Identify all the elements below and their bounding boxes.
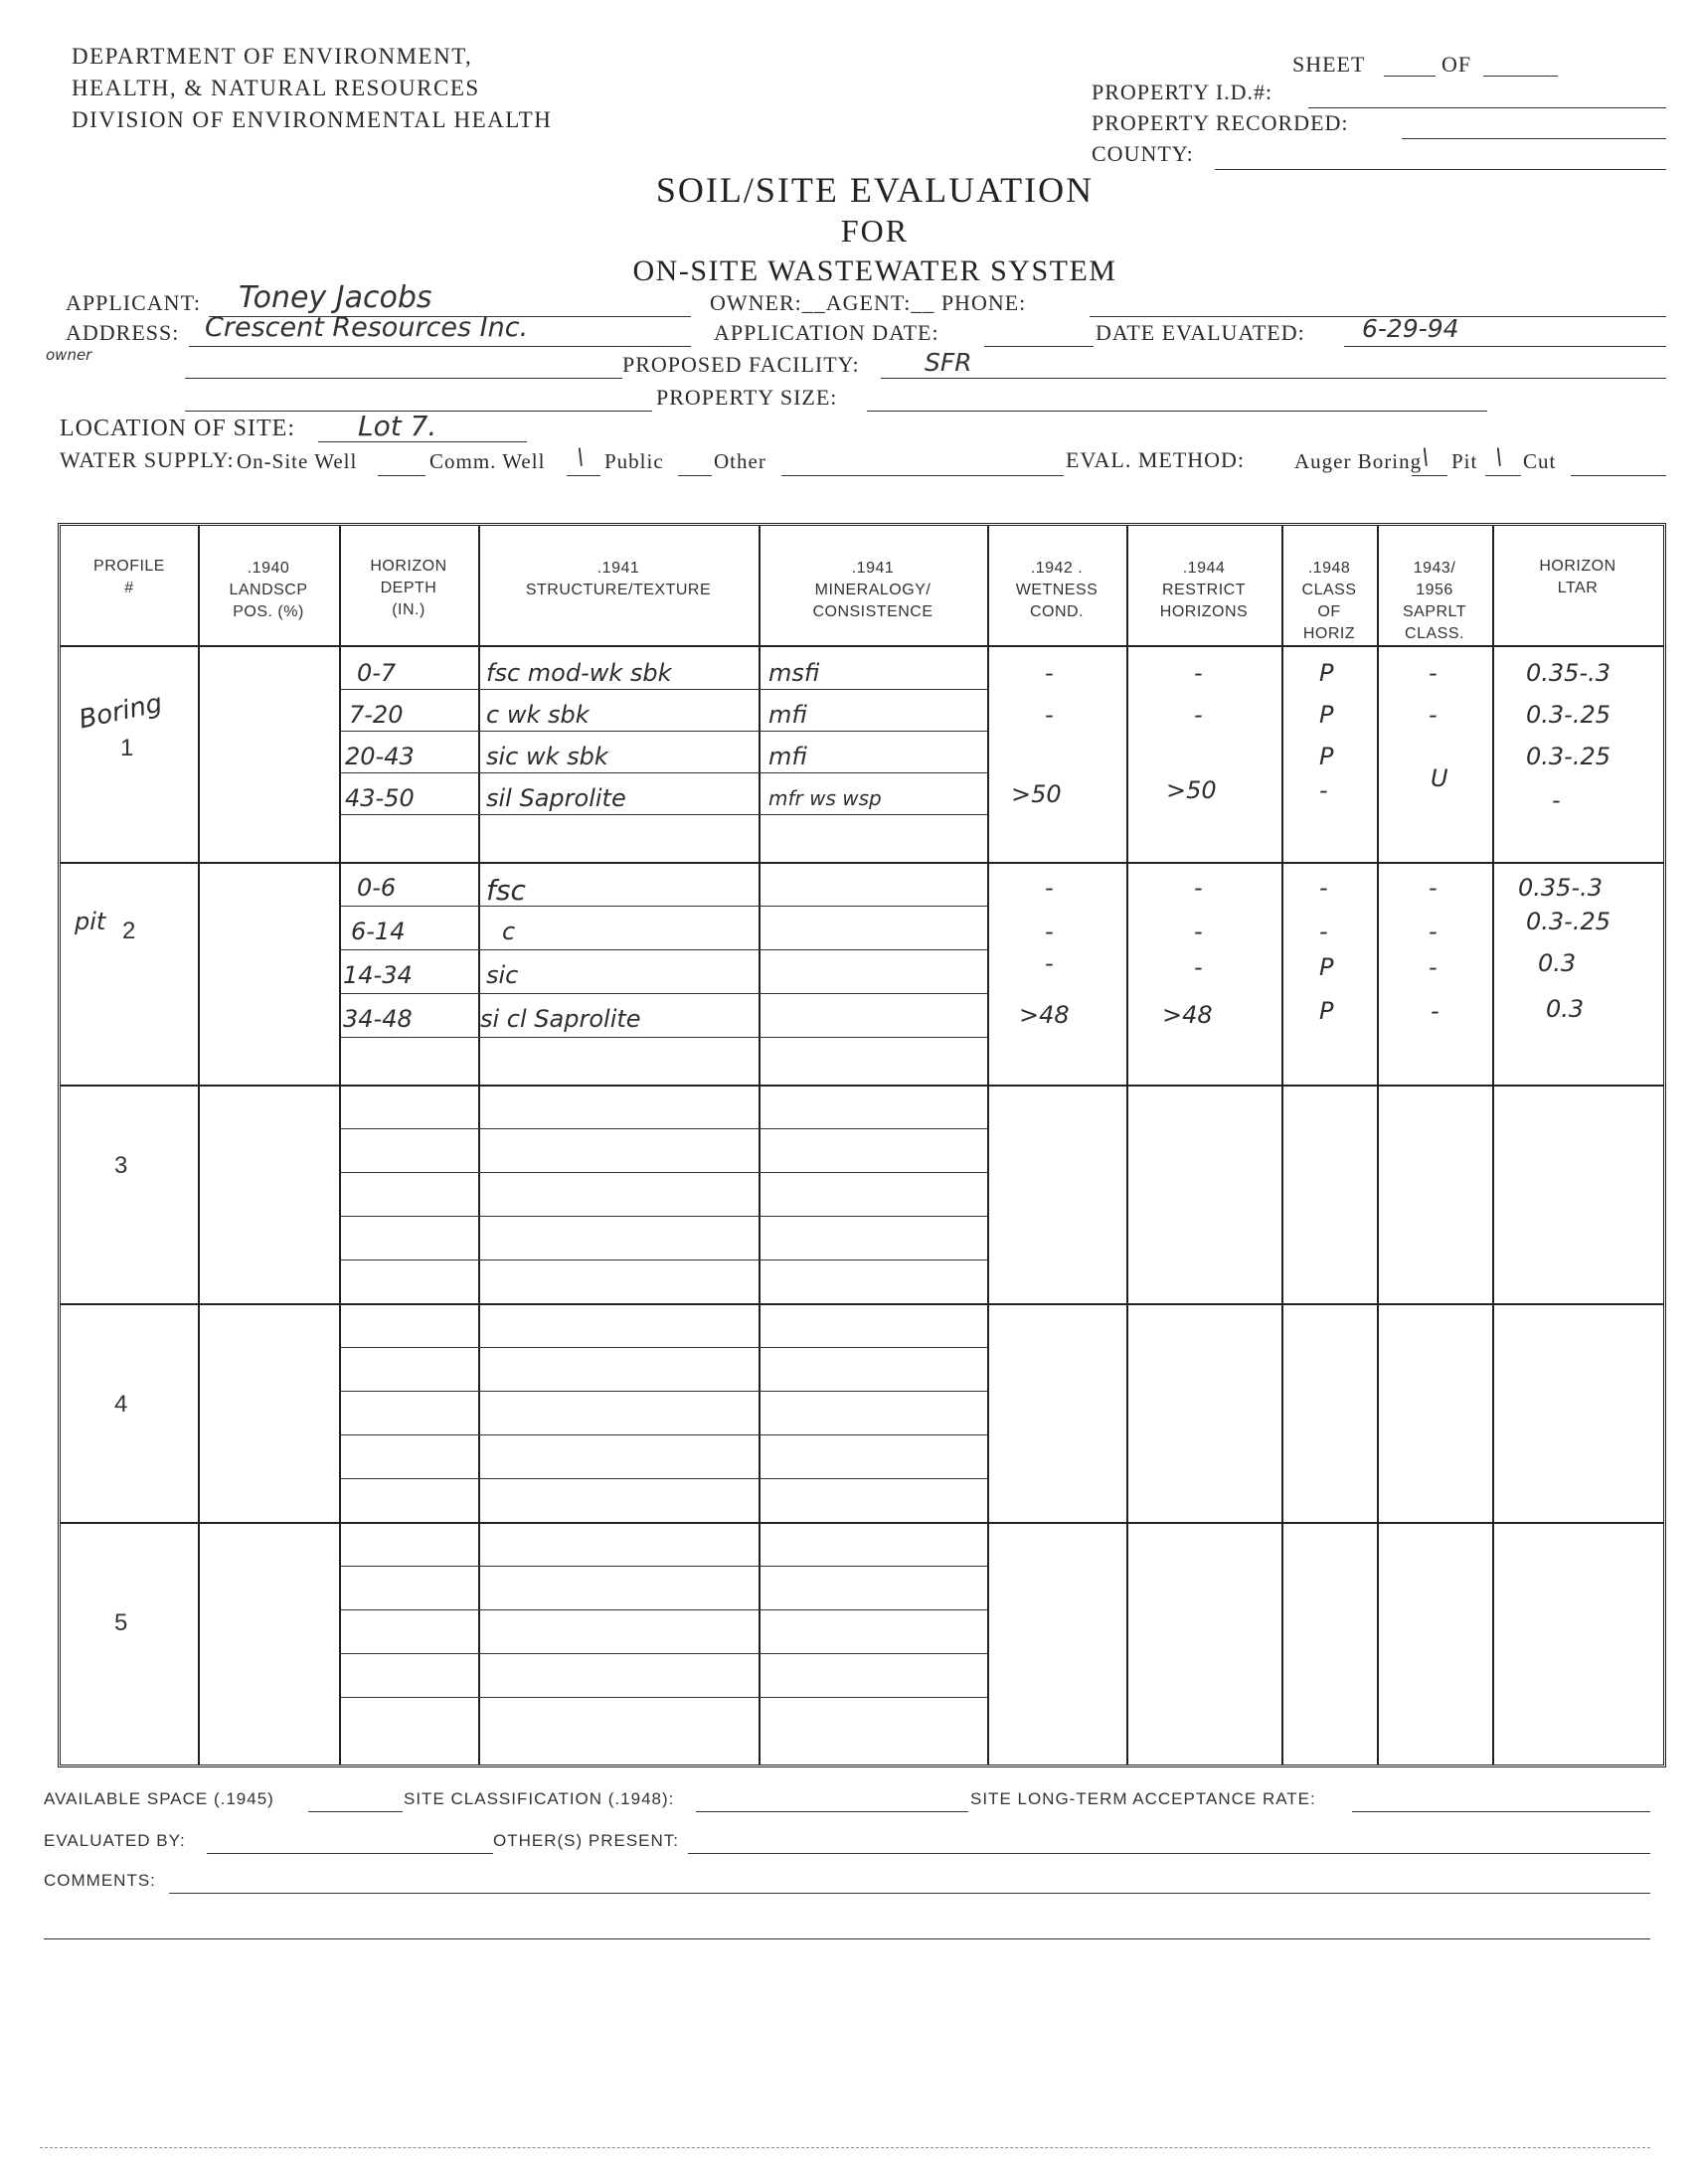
- sheet-of-label: OF: [1441, 52, 1472, 77]
- water-supply-label: WATER SUPPLY:: [60, 447, 235, 472]
- p1-r4-structure: sil Saprolite: [486, 784, 626, 812]
- comm-well-check: \: [577, 445, 585, 470]
- cut-field[interactable]: [1571, 475, 1666, 476]
- available-space-label: AVAILABLE SPACE (.1945): [44, 1789, 274, 1808]
- profile-divider: [61, 862, 1663, 864]
- p1-r3-ltar: 0.3-.25: [1526, 743, 1610, 770]
- site-classification-field[interactable]: [696, 1811, 968, 1812]
- p1-r2-ltar: 0.3-.25: [1526, 701, 1610, 729]
- p2-r1-depth: 0-6: [357, 874, 397, 902]
- application-date-field[interactable]: [984, 346, 1094, 347]
- auger-boring-check: \: [1422, 445, 1430, 470]
- address-field[interactable]: [189, 346, 691, 347]
- profile-divider: [61, 1522, 1663, 1524]
- p2-r2-restrict: -: [1194, 918, 1203, 945]
- p2-r4-wetness: >48: [1019, 1001, 1070, 1029]
- p2-r1-structure: fsc: [486, 874, 526, 907]
- p2-r1-restrict: -: [1194, 874, 1203, 902]
- comm-well-label: Comm. Well: [429, 449, 546, 473]
- eval-method-label: EVAL. METHOD:: [1066, 447, 1246, 472]
- p2-r4-class: P: [1319, 997, 1334, 1025]
- p1-r4-depth: 43-50: [345, 784, 415, 812]
- site-ltar-field[interactable]: [1352, 1811, 1650, 1812]
- p1-r2-class: P: [1319, 701, 1334, 729]
- p2-r3-ltar: 0.3: [1538, 949, 1577, 977]
- comm-well-field[interactable]: [567, 475, 600, 476]
- p1-r2-structure: c wk sbk: [486, 701, 590, 729]
- proposed-facility-value: SFR: [925, 348, 972, 377]
- header-wetness: .1942 . WETNESS COND.: [1015, 560, 1099, 620]
- p2-r4-restrict: >48: [1162, 1001, 1213, 1029]
- owner-note: owner: [46, 346, 92, 364]
- profile-table: [58, 523, 1666, 1767]
- other-field[interactable]: [781, 475, 1064, 476]
- profile-2-number: 2: [122, 918, 136, 944]
- p1-r1-class: P: [1319, 659, 1334, 687]
- pit-check: \: [1495, 445, 1503, 470]
- others-present-field[interactable]: [688, 1853, 1650, 1854]
- col-divider: [1281, 526, 1283, 1764]
- cut-label: Cut: [1523, 449, 1557, 473]
- col-divider: [478, 526, 480, 1764]
- p2-r2-depth: 6-14: [351, 918, 406, 945]
- p1-r4-class: -: [1319, 776, 1328, 804]
- pit-field[interactable]: [1485, 475, 1521, 476]
- property-size-label: PROPERTY SIZE:: [656, 385, 838, 410]
- property-id-field[interactable]: [1308, 107, 1666, 108]
- p2-r3-structure: sic: [486, 961, 519, 989]
- profile-divider: [61, 1303, 1663, 1305]
- profile-3-number: 3: [114, 1152, 128, 1179]
- proposed-facility-field[interactable]: [881, 378, 1666, 379]
- property-id-label: PROPERTY I.D.#:: [1092, 80, 1273, 104]
- county-field[interactable]: [1215, 169, 1666, 170]
- property-recorded-label: PROPERTY RECORDED:: [1092, 110, 1349, 135]
- applicant-label: APPLICANT:: [66, 290, 202, 315]
- location-label: LOCATION OF SITE:: [60, 416, 295, 441]
- p2-r3-class: P: [1319, 953, 1334, 981]
- profile-2-label: pit: [75, 908, 106, 935]
- col-divider: [1492, 526, 1494, 1764]
- header-saprolite-class: 1943/ 1956 SAPRLT CLASS.: [1402, 560, 1467, 642]
- p2-r3-saprolite: -: [1429, 953, 1438, 981]
- p1-r1-wetness: -: [1045, 659, 1054, 687]
- site-ltar-label: SITE LONG-TERM ACCEPTANCE RATE:: [970, 1789, 1316, 1808]
- pit-label: Pit: [1451, 449, 1478, 473]
- p1-r4-saprolite: U: [1431, 764, 1448, 792]
- comments-field[interactable]: [169, 1893, 1650, 1894]
- comments-field-line-2[interactable]: [44, 1938, 1650, 1939]
- p2-r4-structure: si cl Saprolite: [480, 1005, 641, 1033]
- p1-r2-wetness: -: [1045, 701, 1054, 729]
- form-title-for: FOR: [840, 213, 910, 249]
- header-horizon-depth: HORIZON DEPTH (IN.): [370, 558, 447, 618]
- p1-r3-structure: sic wk sbk: [486, 743, 608, 770]
- p2-r3-depth: 14-34: [343, 961, 413, 989]
- profile-1-label: Boring: [76, 688, 165, 736]
- public-label: Public: [604, 449, 664, 473]
- site-classification-label: SITE CLASSIFICATION (.1948):: [404, 1789, 675, 1808]
- p2-r1-saprolite: -: [1429, 874, 1438, 902]
- available-space-field[interactable]: [308, 1811, 403, 1812]
- col-divider: [198, 526, 200, 1764]
- p2-r2-ltar: 0.3-.25: [1526, 908, 1610, 935]
- header-profile: PROFILE #: [93, 558, 165, 596]
- p1-r3-class: P: [1319, 743, 1334, 770]
- address-label: ADDRESS:: [66, 320, 180, 345]
- page-bottom-edge: [40, 2147, 1650, 2148]
- profile-4-number: 4: [114, 1391, 128, 1418]
- profile-divider: [61, 1085, 1663, 1087]
- on-site-well-label: On-Site Well: [237, 449, 358, 473]
- address-value: Crescent Resources Inc.: [205, 312, 529, 343]
- date-evaluated-field[interactable]: [1344, 346, 1666, 347]
- header-horizon-ltar: HORIZON LTAR: [1539, 558, 1616, 596]
- form-subtitle: ON-SITE WASTEWATER SYSTEM: [632, 254, 1117, 287]
- p1-r1-ltar: 0.35-.3: [1526, 659, 1610, 687]
- date-evaluated-label: DATE EVALUATED:: [1096, 320, 1305, 345]
- p1-r3-mineralogy: mfi: [768, 743, 807, 770]
- p2-r4-saprolite: -: [1431, 997, 1440, 1025]
- p1-r4-restrict: >50: [1166, 776, 1217, 804]
- sheet-number-field[interactable]: [1384, 76, 1436, 77]
- evaluated-by-label: EVALUATED BY:: [44, 1831, 186, 1850]
- p2-r2-structure: c: [502, 918, 516, 945]
- p2-r4-depth: 34-48: [343, 1005, 413, 1033]
- p2-r3-restrict: -: [1194, 953, 1203, 981]
- on-site-well-field[interactable]: [378, 475, 425, 476]
- col-divider: [1126, 526, 1128, 1764]
- comments-label: COMMENTS:: [44, 1871, 156, 1890]
- agency-line-1: DEPARTMENT OF ENVIRONMENT,: [72, 44, 473, 69]
- p2-r1-wetness: -: [1045, 874, 1054, 902]
- p2-r2-wetness: -: [1045, 918, 1054, 945]
- p1-r2-mineralogy: mfi: [768, 701, 807, 729]
- col-divider: [1377, 526, 1379, 1764]
- p1-r3-depth: 20-43: [345, 743, 415, 770]
- date-evaluated-value: 6-29-94: [1362, 314, 1459, 343]
- application-date-label: APPLICATION DATE:: [714, 320, 939, 345]
- county-label: COUNTY:: [1092, 141, 1194, 166]
- p1-r1-mineralogy: msfi: [768, 659, 820, 687]
- header-divider: [61, 645, 1663, 647]
- col-divider: [339, 526, 341, 1764]
- col-divider: [987, 526, 989, 1764]
- p1-r1-structure: fsc mod-wk sbk: [486, 659, 672, 687]
- public-field[interactable]: [678, 475, 712, 476]
- p1-r1-depth: 0-7: [357, 659, 397, 687]
- other-label: Other: [714, 449, 766, 473]
- evaluated-by-field[interactable]: [207, 1853, 493, 1854]
- location-value: Lot 7.: [358, 410, 437, 442]
- p2-r2-class: -: [1319, 918, 1328, 945]
- profile-5-number: 5: [114, 1609, 128, 1636]
- p1-r4-mineralogy: mfr ws wsp: [768, 786, 882, 810]
- header-restrict: .1944 RESTRICT HORIZONS: [1159, 560, 1249, 620]
- auger-boring-field[interactable]: [1412, 475, 1447, 476]
- sheet-label: SHEET: [1292, 52, 1366, 77]
- p1-r2-saprolite: -: [1429, 701, 1438, 729]
- p2-r2-saprolite: -: [1429, 918, 1438, 945]
- header-mineralogy: .1941 MINERALOGY/ CONSISTENCE: [812, 560, 933, 620]
- property-recorded-field[interactable]: [1402, 138, 1666, 139]
- others-present-label: OTHER(S) PRESENT:: [493, 1831, 680, 1850]
- proposed-facility-label: PROPOSED FACILITY:: [622, 352, 860, 377]
- property-size-field[interactable]: [867, 411, 1487, 412]
- p1-r4-ltar: -: [1552, 786, 1561, 814]
- p2-r3-wetness: -: [1045, 949, 1054, 977]
- p2-r4-ltar: 0.3: [1546, 995, 1585, 1023]
- owner-agent-phone-label: OWNER:__AGENT:__ PHONE:: [710, 290, 1027, 315]
- auger-boring-label: Auger Boring: [1294, 449, 1423, 473]
- agency-line-2: HEALTH, & NATURAL RESOURCES: [72, 76, 480, 100]
- agency-line-3: DIVISION OF ENVIRONMENTAL HEALTH: [72, 107, 553, 132]
- p1-r2-restrict: -: [1194, 701, 1203, 729]
- address-line-2-field[interactable]: [185, 378, 622, 379]
- col-divider: [759, 526, 761, 1764]
- applicant-value: Toney Jacobs: [239, 280, 432, 315]
- header-landscape-position: .1940 LANDSCP POS. (%): [229, 560, 308, 620]
- p2-r1-class: -: [1319, 874, 1328, 902]
- sheet-total-field[interactable]: [1483, 76, 1558, 77]
- profile-1-number: 1: [120, 735, 134, 761]
- p1-r1-saprolite: -: [1429, 659, 1438, 687]
- header-structure-texture: .1941 STRUCTURE/TEXTURE: [525, 560, 712, 598]
- p1-r2-depth: 7-20: [349, 701, 404, 729]
- header-class-horizon: .1948 CLASS OF HORIZ: [1301, 560, 1357, 642]
- form-title: SOIL/SITE EVALUATION: [655, 170, 1095, 210]
- p2-r1-ltar: 0.35-.3: [1518, 874, 1603, 902]
- p1-r1-restrict: -: [1194, 659, 1203, 687]
- p1-r4-wetness: >50: [1011, 780, 1062, 808]
